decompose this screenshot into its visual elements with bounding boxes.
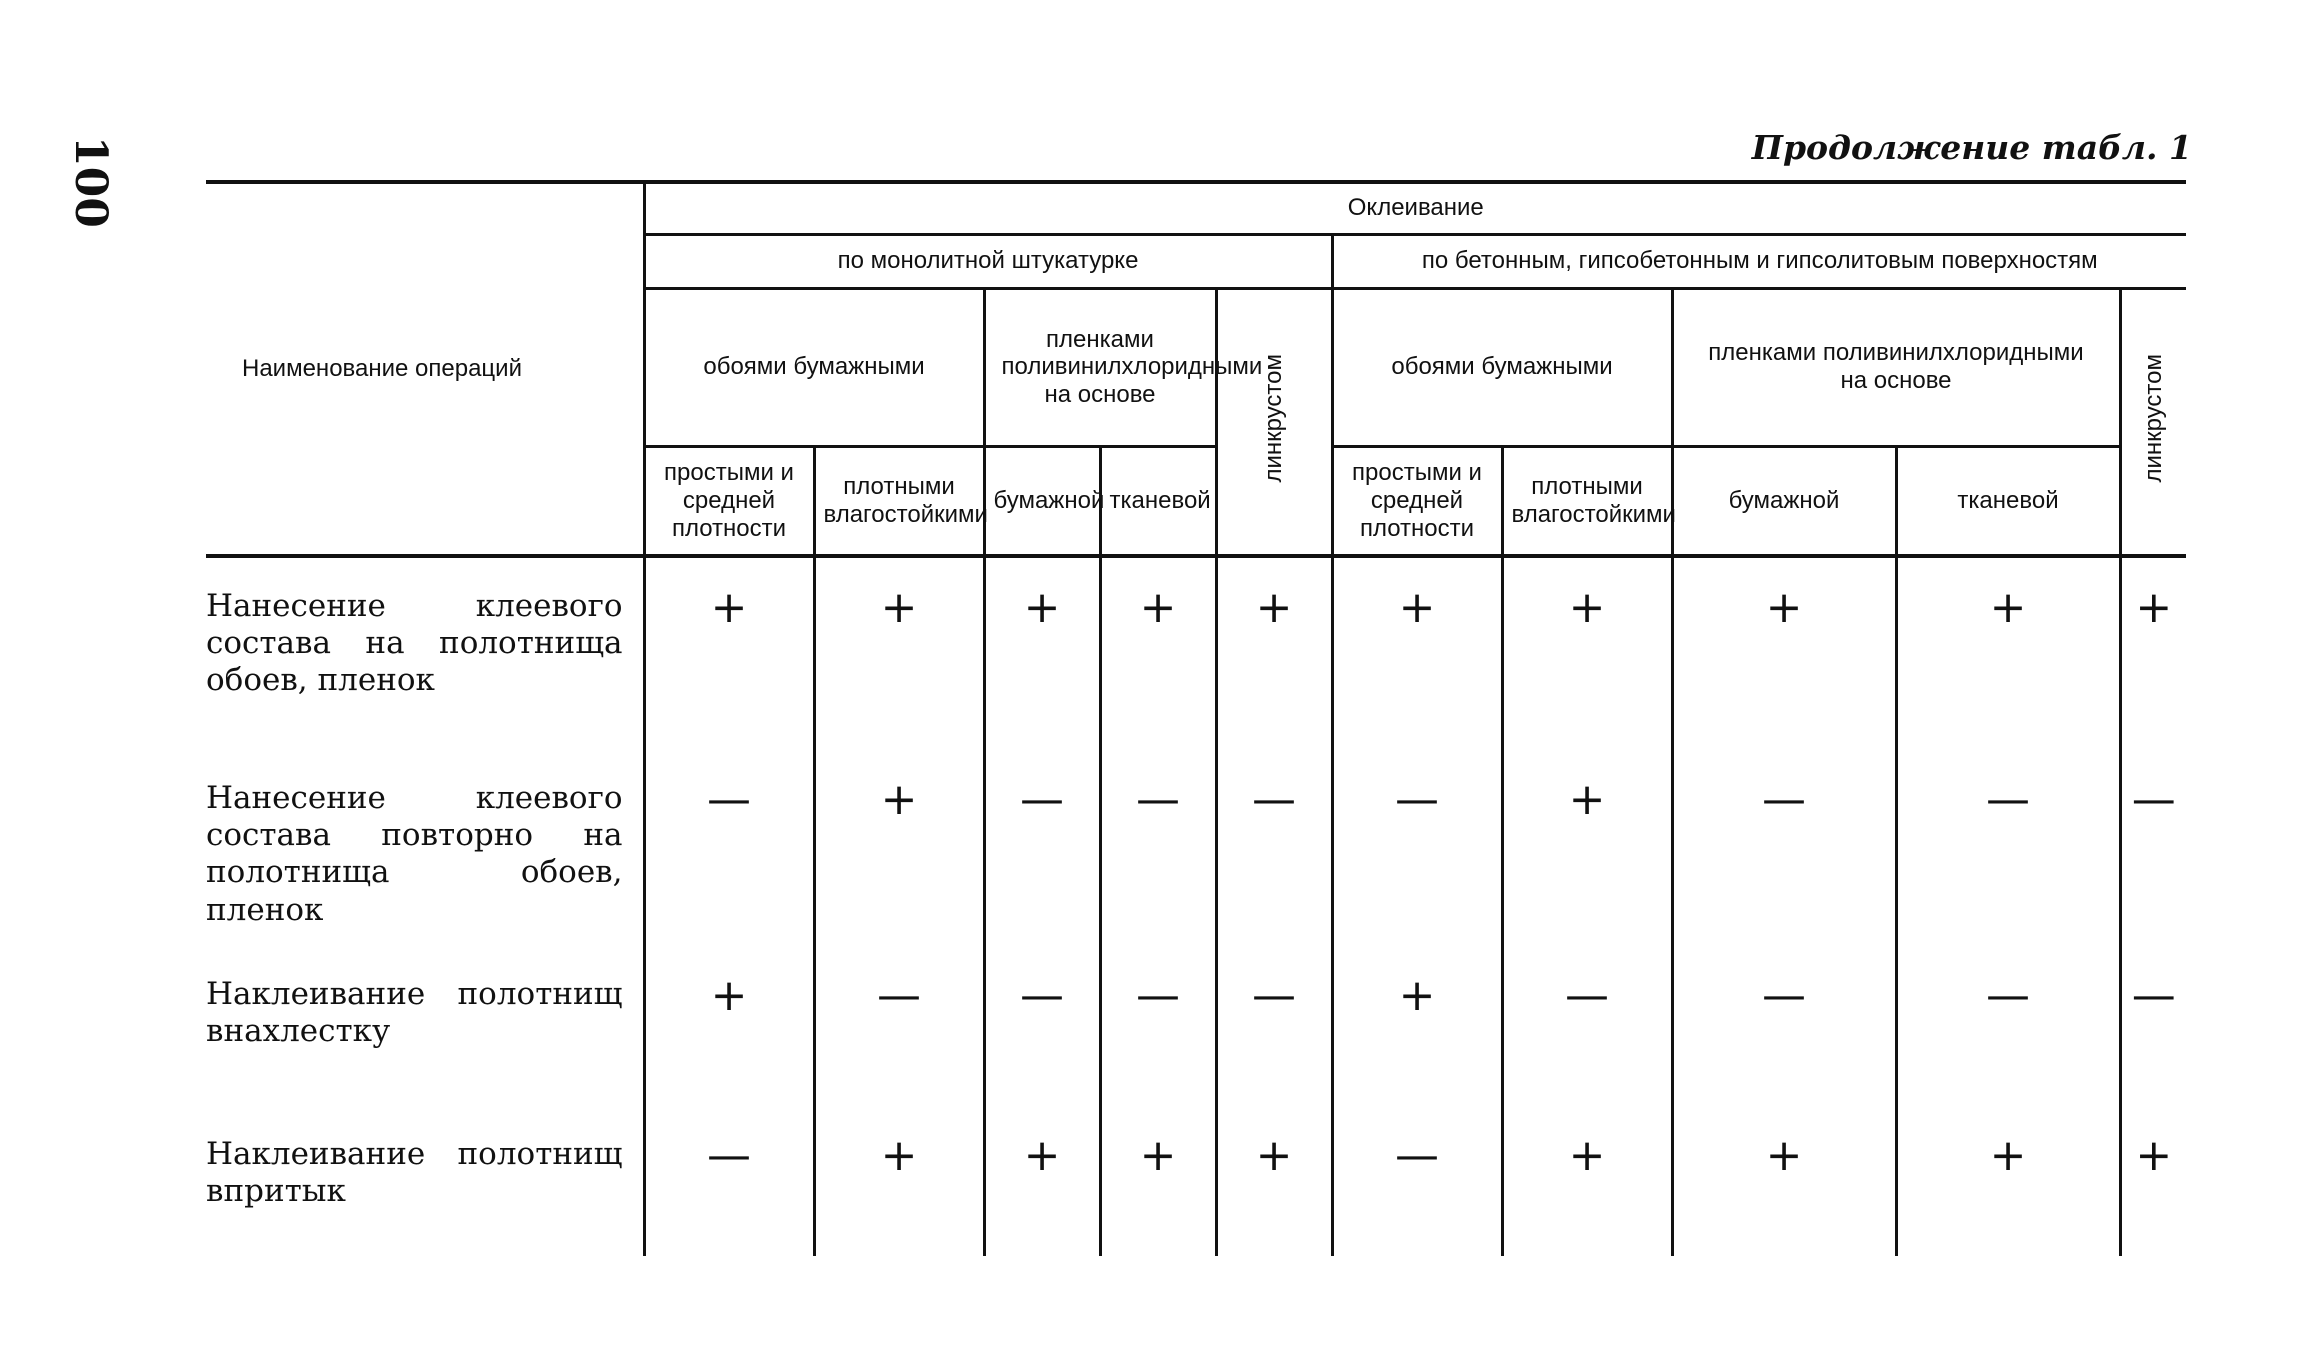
group-header-pasting: Оклеивание bbox=[644, 182, 2186, 234]
table-cell bbox=[1216, 946, 1332, 1106]
mark-value: — bbox=[1020, 970, 1064, 1021]
mark-value: — bbox=[707, 1130, 751, 1181]
header-col-simple-medium-2: простыми и средней плотности bbox=[1332, 446, 1502, 556]
subheader-concrete-surfaces: по бетонным, гипсобетонным и гипсолитовым поверхностям bbox=[1332, 234, 2186, 288]
table-cell bbox=[2120, 556, 2186, 750]
mark-value: — bbox=[1020, 774, 1064, 825]
table-cell bbox=[1672, 750, 1896, 946]
mark-value: — bbox=[707, 774, 751, 825]
mark-value: + bbox=[1255, 1130, 1293, 1181]
mark-value: — bbox=[2131, 774, 2176, 825]
table-cell bbox=[1332, 1106, 1502, 1256]
table-cell bbox=[1502, 556, 1672, 750]
mark-value: + bbox=[1023, 582, 1061, 633]
header-col-fabric-base-1: тканевой bbox=[1100, 446, 1216, 556]
header-paper-wallpaper-1: обоями бумажными bbox=[644, 288, 984, 446]
header-col-simple-medium-1: простыми и средней плотности bbox=[644, 446, 814, 556]
header-pvc-film-2: пленками поливинилхлоридными на основе bbox=[1672, 288, 2120, 446]
mark-value: + bbox=[1568, 774, 1606, 825]
table-cell bbox=[1502, 946, 1672, 1106]
table-cell bbox=[1216, 750, 1332, 946]
mark-value: — bbox=[1252, 970, 1296, 1021]
table-cell bbox=[1672, 1106, 1896, 1256]
mark-value: + bbox=[1568, 1130, 1606, 1181]
header-col-fabric-base-2: тканевой bbox=[1896, 446, 2120, 556]
operation-name: Наклеивание полотнищ внахлестку bbox=[206, 976, 623, 1050]
table-cell bbox=[1896, 556, 2120, 750]
mark-value: + bbox=[1765, 1130, 1803, 1181]
mark-value: + bbox=[1398, 970, 1436, 1021]
mark-value: + bbox=[1398, 582, 1436, 633]
table-cell bbox=[1100, 556, 1216, 750]
mark-value: — bbox=[2131, 970, 2176, 1021]
table-cell bbox=[814, 1106, 984, 1256]
lincrusta-2-label: линкрустом bbox=[2139, 354, 2167, 483]
header-col-dense-waterproof-2: плотными влагостойкими bbox=[1502, 446, 1672, 556]
operation-name: Нанесение клеевого состава повторно на полотнища обоев, пленок bbox=[206, 780, 623, 928]
mark-value: + bbox=[880, 1130, 918, 1181]
table-cell bbox=[814, 750, 984, 946]
table-cell bbox=[1100, 750, 1216, 946]
table-cell bbox=[984, 946, 1100, 1106]
table-cell bbox=[1502, 1106, 1672, 1256]
mark-value: — bbox=[1395, 1130, 1439, 1181]
mark-value: — bbox=[1986, 774, 2030, 825]
table-cell bbox=[1672, 946, 1896, 1106]
header-lincrusta-1 bbox=[1216, 288, 1332, 556]
mark-value: + bbox=[710, 970, 748, 1021]
table-cell bbox=[1672, 556, 1896, 750]
table-cell bbox=[2120, 1106, 2186, 1256]
table-cell bbox=[1100, 946, 1216, 1106]
mark-value: + bbox=[2135, 582, 2173, 633]
table-cell bbox=[1332, 946, 1502, 1106]
mark-value: — bbox=[1565, 970, 1609, 1021]
mark-value: + bbox=[710, 582, 748, 633]
table-cell bbox=[1896, 946, 2120, 1106]
table-cell bbox=[984, 556, 1100, 750]
mark-value: + bbox=[1139, 1130, 1177, 1181]
mark-value: — bbox=[1762, 970, 1806, 1021]
mark-value: + bbox=[1139, 582, 1177, 633]
mark-value: + bbox=[1765, 582, 1803, 633]
table-cell bbox=[1216, 556, 1332, 750]
table-cell bbox=[814, 556, 984, 750]
subheader-monolithic-plaster: по монолитной штукатурке bbox=[644, 234, 1332, 288]
table-continuation-title: Продолжение табл. 1 bbox=[1751, 128, 2192, 167]
operation-name: Наклеивание полотнищ впритык bbox=[206, 1136, 623, 1210]
table-row bbox=[206, 556, 2186, 750]
table-cell bbox=[1896, 750, 2120, 946]
table-cell bbox=[814, 946, 984, 1106]
mark-value: + bbox=[1023, 1130, 1061, 1181]
mark-value: + bbox=[1568, 582, 1606, 633]
operation-name-header: Наименование операций bbox=[206, 182, 644, 556]
table-row bbox=[206, 1106, 2186, 1256]
table-cell bbox=[2120, 946, 2186, 1106]
table-cell bbox=[984, 1106, 1100, 1256]
table-cell bbox=[2120, 750, 2186, 946]
mark-value: — bbox=[1136, 970, 1180, 1021]
table-cell bbox=[644, 946, 814, 1106]
table-cell bbox=[644, 1106, 814, 1256]
mark-value: — bbox=[877, 970, 921, 1021]
mark-value: — bbox=[1762, 774, 1806, 825]
mark-value: — bbox=[1252, 774, 1296, 825]
mark-value: + bbox=[2135, 1130, 2173, 1181]
header-col-dense-waterproof-1: плотными влагостойкими bbox=[814, 446, 984, 556]
table-cell bbox=[1332, 556, 1502, 750]
table-cell bbox=[644, 750, 814, 946]
mark-value: — bbox=[1395, 774, 1439, 825]
table-row bbox=[206, 946, 2186, 1106]
header-col-paper-base-2: бумажной bbox=[1672, 446, 1896, 556]
mark-value: — bbox=[1986, 970, 2030, 1021]
mark-value: + bbox=[880, 774, 918, 825]
header-lincrusta-2 bbox=[2120, 288, 2186, 556]
table-cell bbox=[984, 750, 1100, 946]
header-col-paper-base-1: бумажной bbox=[984, 446, 1100, 556]
lincrusta-1-label: линкрустом bbox=[1260, 354, 1288, 483]
table-cell bbox=[1896, 1106, 2120, 1256]
table-row bbox=[206, 750, 2186, 946]
table-cell bbox=[644, 556, 814, 750]
table-cell bbox=[1502, 750, 1672, 946]
table-cell bbox=[1216, 1106, 1332, 1256]
mark-value: + bbox=[1255, 582, 1293, 633]
operations-table bbox=[206, 180, 2186, 1256]
header-paper-wallpaper-2: обоями бумажными bbox=[1332, 288, 1672, 446]
mark-value: — bbox=[1136, 774, 1180, 825]
mark-value: + bbox=[880, 582, 918, 633]
page-number: 100 bbox=[65, 136, 116, 228]
table-cell bbox=[1332, 750, 1502, 946]
header-pvc-film-1: пленками поливинилхлоридными на основе bbox=[984, 288, 1216, 446]
operation-name: Нанесение клеевого состава на полотнища обоев, пленок bbox=[206, 588, 623, 699]
mark-value: + bbox=[1989, 1130, 2027, 1181]
mark-value: + bbox=[1989, 582, 2027, 633]
table-cell bbox=[1100, 1106, 1216, 1256]
